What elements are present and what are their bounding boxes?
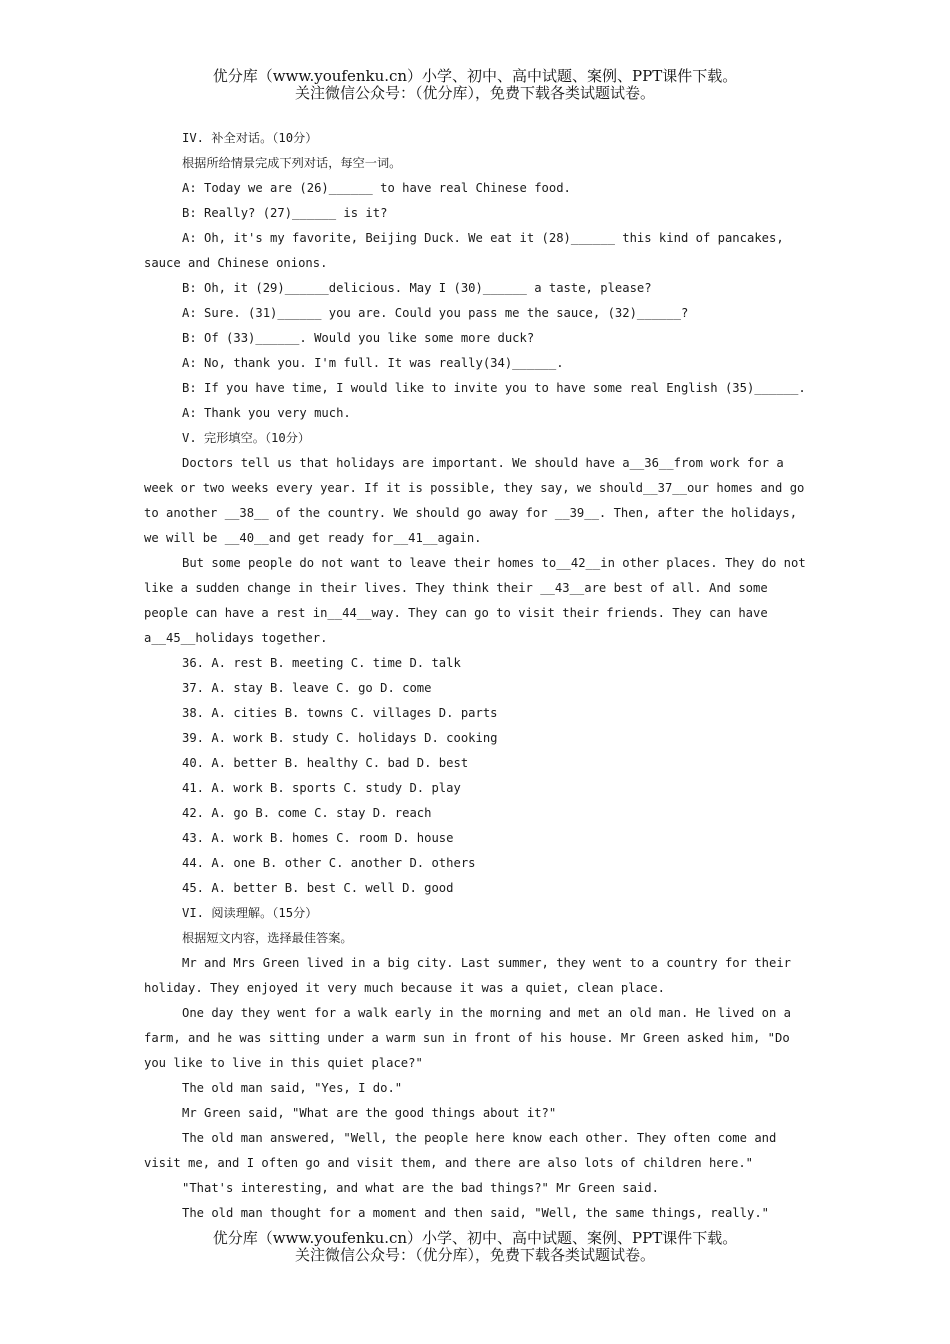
header-line-2: 关注微信公众号：（优分库），免费下载各类试题试卷。 [294, 84, 655, 102]
cloze-option: 36. A. rest B. meeting C. time D. talk [182, 656, 461, 670]
reading-paragraph: The old man answered, "Well, the people here know each other. They often come and visit me, and I often go and visit them, and there are also lots of children here." [144, 1131, 777, 1170]
footer-line-2: 关注微信公众号：（优分库），免费下载各类试题试卷。 [294, 1246, 655, 1264]
dialogue-line: A: Sure. (31)______ you are. Could you pass me the sauce, (32)______? [182, 306, 689, 320]
section-5-title: V. 完形填空。（10分） [182, 431, 311, 445]
reading-paragraph: Mr Green said, "What are the good things about it?" [182, 1106, 557, 1120]
document-body [144, 126, 814, 1226]
reading-paragraph: "That's interesting, and what are the bad things?" Mr Green said. [182, 1181, 659, 1195]
cloze-option: 37. A. stay B. leave C. go D. come [182, 681, 432, 695]
cloze-paragraph: Doctors tell us that holidays are important. We should have a__36__from work for a week or two weeks every year. If it is possible, they say, we should__37__our homes and go to another __38__ of the country. We should go away for __39__. Then, after the holidays, we will be __40__and get ready for__41__again. [144, 456, 805, 545]
dialogue-line: A: No, thank you. I'm full. It was really(34)______. [182, 356, 564, 370]
cloze-paragraph: But some people do not want to leave their homes to__42__in other places. They do not like a sudden change in their lives. They think their __43__are best of all. And some people can have a rest in__44__way. They can go to visit their friends. They can have a__45__holidays together. [144, 556, 806, 645]
reading-paragraph: Mr and Mrs Green lived in a big city. Last summer, they went to a country for their holiday. They enjoyed it very much because it was a quiet, clean place. [144, 956, 792, 995]
header-line-1: 优分库（www.youfenku.cn）小学、初中、高中试题、案例、PPT课件下载。 [212, 67, 738, 85]
cloze-option: 41. A. work B. sports C. study D. play [182, 781, 461, 795]
dialogue-line: A: Oh, it's my favorite, Beijing Duck. We eat it (28)______ this kind of pancakes, sauce and Chinese onions. [144, 231, 784, 270]
page-header [0, 68, 950, 102]
section-4-instruction: 根据所给情景完成下列对话，每空一词。 [182, 156, 402, 170]
reading-paragraph: One day they went for a walk early in the morning and met an old man. He lived on a farm, and he was sitting under a warm sun in front of his house. Mr Green asked him, "Do you like to live in this quiet place?" [144, 1006, 792, 1070]
cloze-option: 42. A. go B. come C. stay D. reach [182, 806, 432, 820]
cloze-option: 38. A. cities B. towns C. villages D. parts [182, 706, 498, 720]
dialogue-line: B: If you have time, I would like to invite you to have some real English (35)______. [182, 381, 806, 395]
section-6-instruction: 根据短文内容，选择最佳答案。 [182, 931, 353, 945]
cloze-option: 40. A. better B. healthy C. bad D. best [182, 756, 469, 770]
dialogue-line: B: Really? (27)______ is it? [182, 206, 388, 220]
dialogue-line: A: Today we are (26)______ to have real Chinese food. [182, 181, 571, 195]
cloze-option: 43. A. work B. homes C. room D. house [182, 831, 454, 845]
page-footer [0, 1230, 950, 1264]
section-6-title: VI. 阅读理解。（15分） [182, 906, 318, 920]
dialogue-line: A: Thank you very much. [182, 406, 351, 420]
footer-line-1: 优分库（www.youfenku.cn）小学、初中、高中试题、案例、PPT课件下载。 [212, 1229, 738, 1247]
cloze-option: 39. A. work B. study C. holidays D. cooking [182, 731, 498, 745]
reading-paragraph: The old man said, "Yes, I do." [182, 1081, 403, 1095]
dialogue-line: B: Oh, it (29)______delicious. May I (30)______ a taste, please? [182, 281, 652, 295]
cloze-option: 45. A. better B. best C. well D. good [182, 881, 454, 895]
section-4-title: IV. 补全对话。（10分） [182, 131, 318, 145]
cloze-option: 44. A. one B. other C. another D. others [182, 856, 476, 870]
dialogue-line: B: Of (33)______. Would you like some more duck? [182, 331, 535, 345]
reading-paragraph: The old man thought for a moment and then said, "Well, the same things, really." [182, 1206, 769, 1220]
